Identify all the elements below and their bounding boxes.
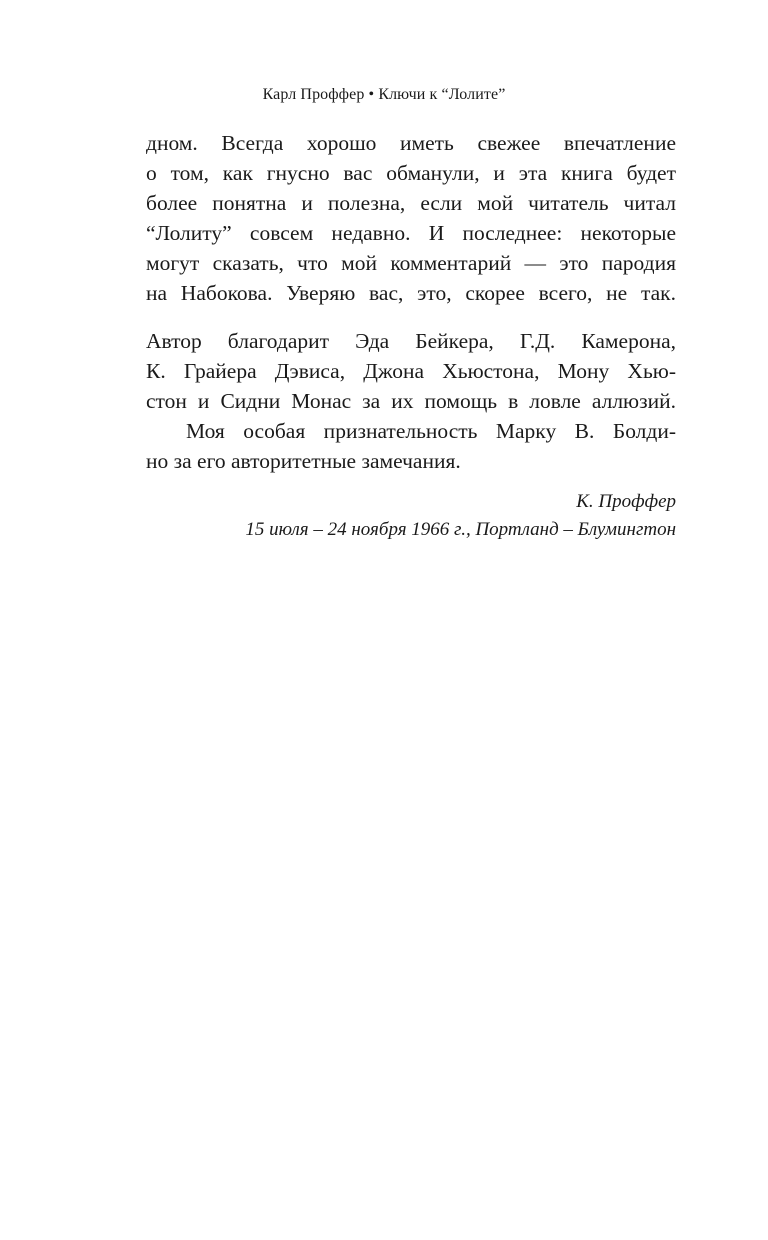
text-line: К. Грайера Дэвиса, Джона Хьюстона, Мону Хью- [146,359,676,383]
text-line: Моя особая признательность Марку В. Болди- [186,419,676,443]
signature-dateline: 15 июля – 24 ноября 1966 г., Портланд – Блумингтон [245,519,676,540]
paragraph-continuation [146,128,676,308]
text-line: стон и Сидни Монас за их помощь в ловле аллюзий. [146,389,676,413]
text-line: но за его авторитетные замечания. [146,449,461,473]
text-line: о том, как гнусно вас обманули, и эта книга будет [146,161,676,185]
acknowledgements [146,326,676,476]
text-line: могут сказать, что мой комментарий — это пародия [146,251,676,275]
text-line: более понятна и полезна, если мой читатель читал [146,191,676,215]
text-line: Автор благодарит Эда Бейкера, Г.Д. Камерона, [146,329,676,353]
text-line: дном. Всегда хорошо иметь свежее впечатление [146,131,676,155]
author-signature: К. Проффер [576,491,676,512]
text-line: на Набокова. Уверяю вас, это, скорее всего, не так. [146,281,676,305]
running-head: Карл Проффер • Ключи к “Лолите” [262,86,506,103]
text-line: “Лолиту” совсем недавно. И последнее: некоторые [146,221,676,245]
